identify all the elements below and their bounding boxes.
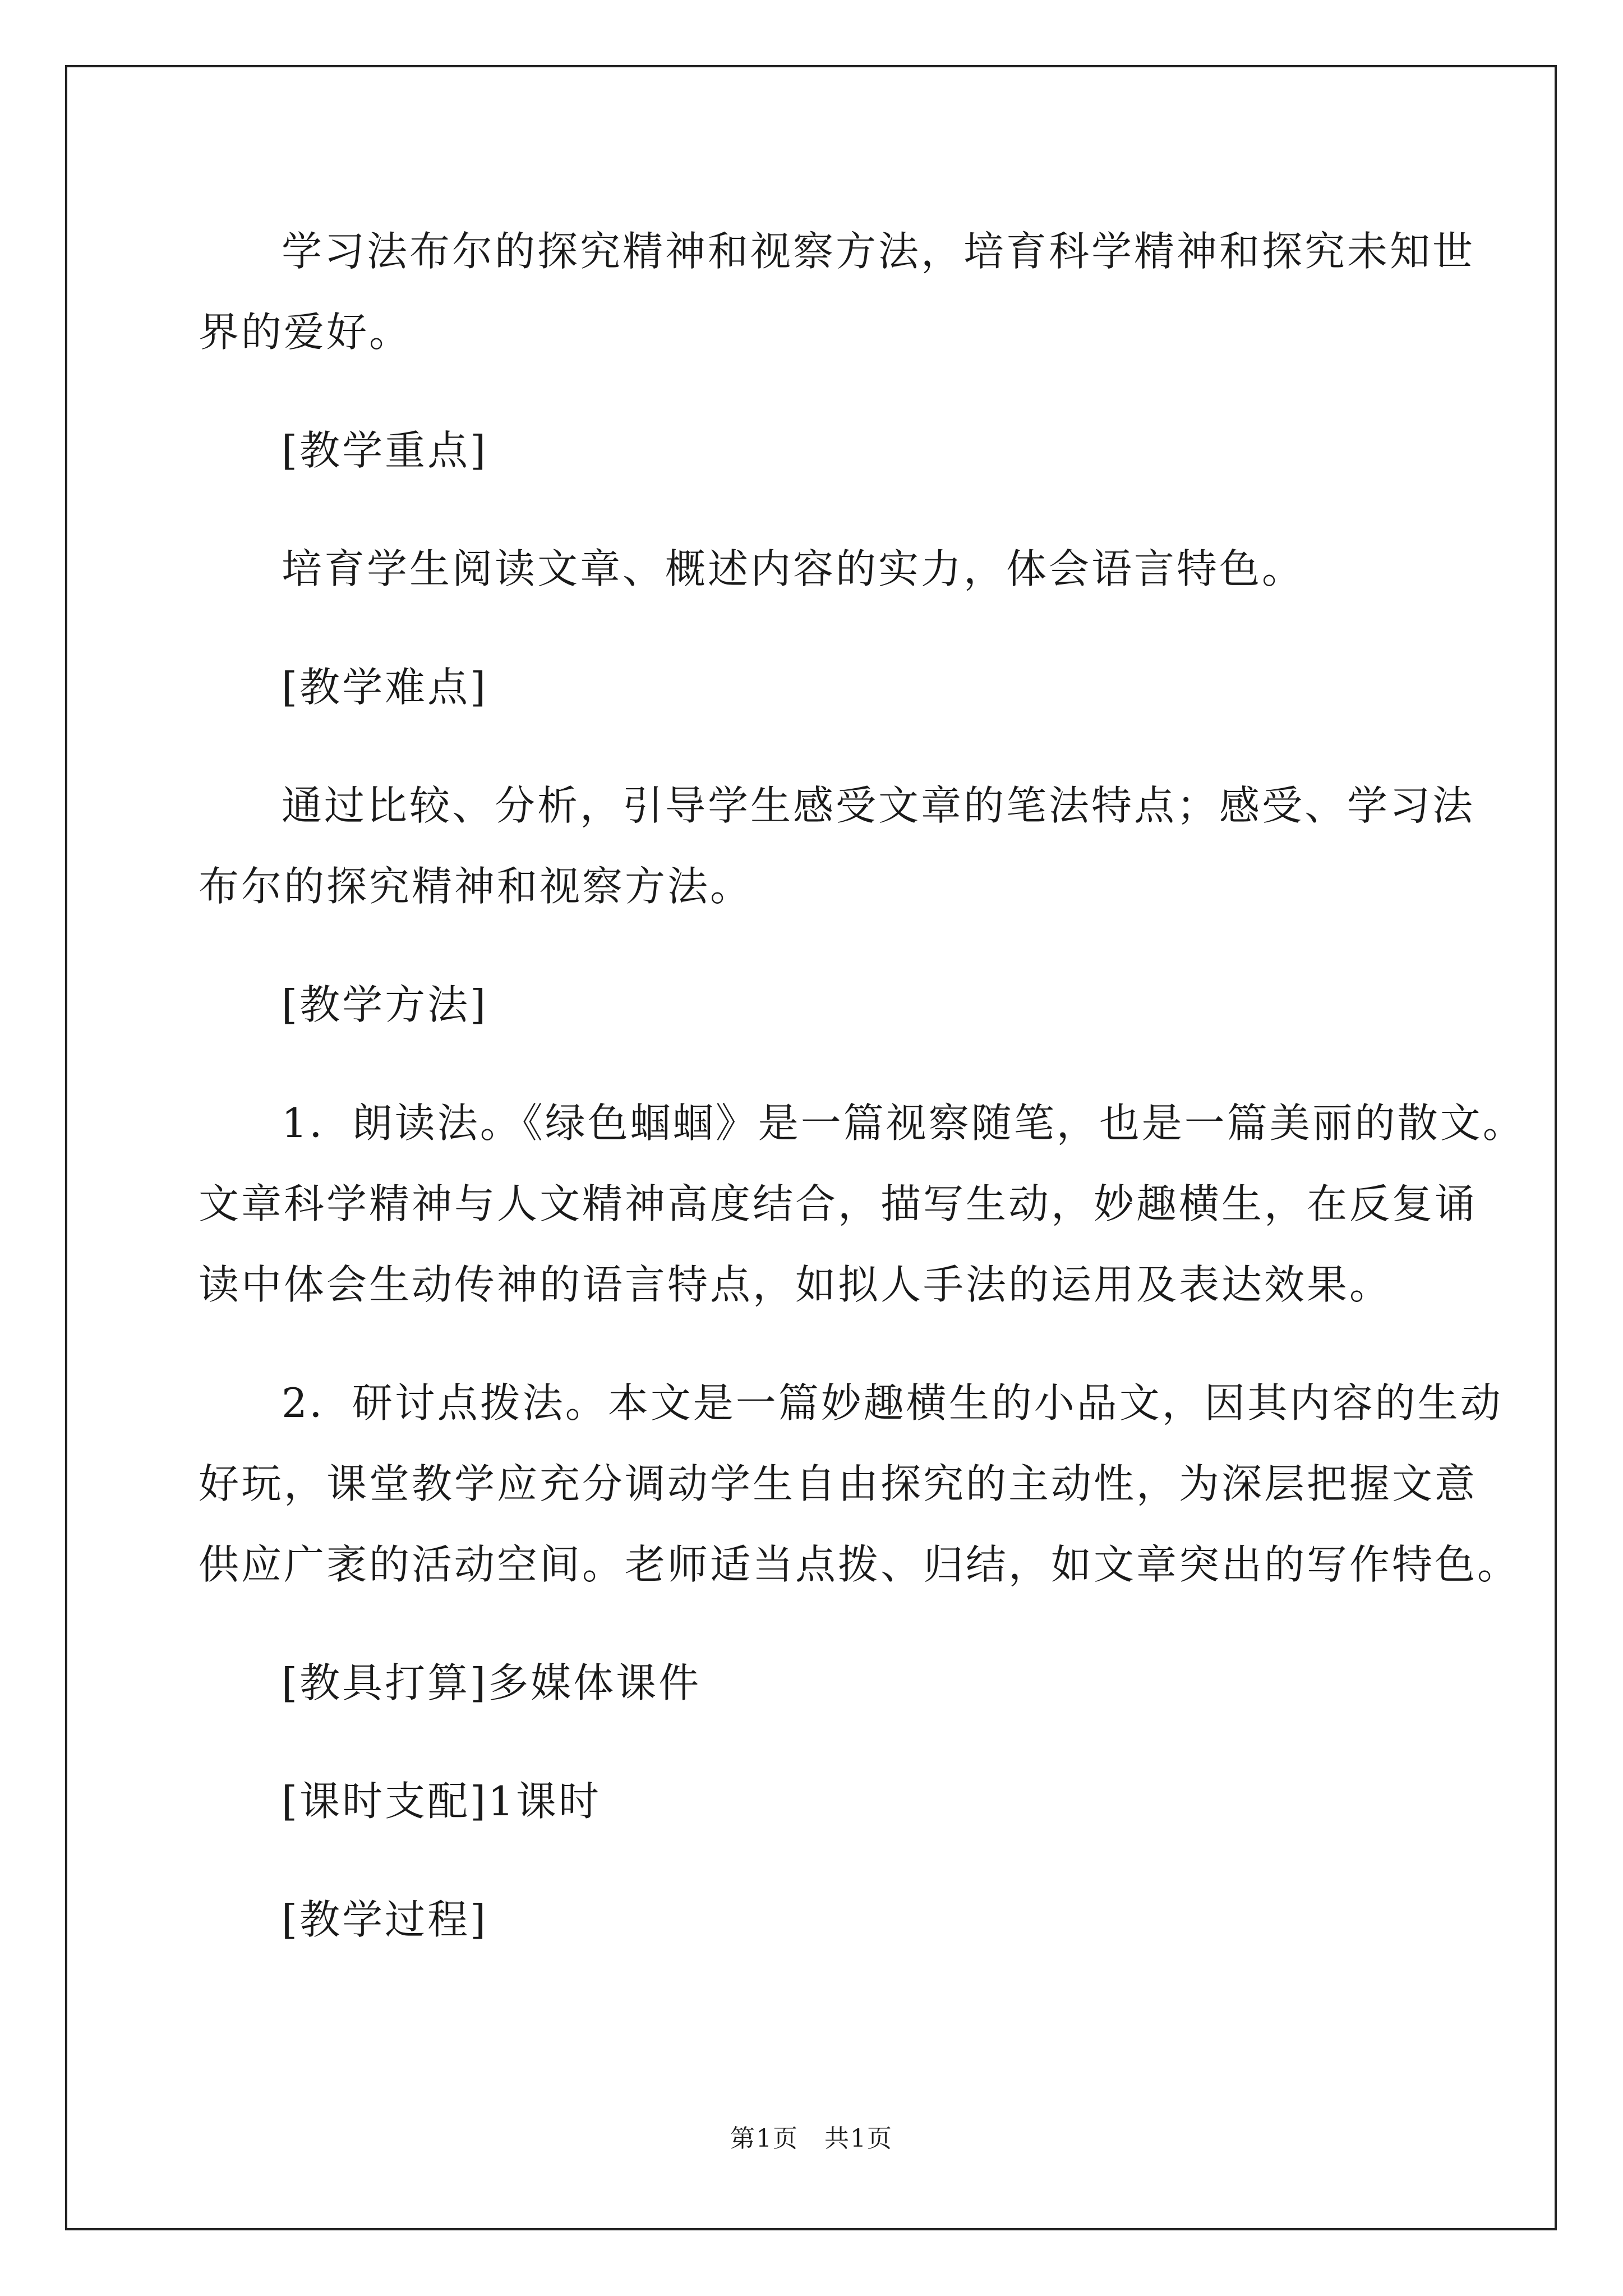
heading-teaching-focus: [教学重点] bbox=[282, 427, 488, 474]
paragraph-objective-line-1: 学习法布尔的探究精神和视察方法，培育科学精神和探究未知世 bbox=[282, 228, 1476, 275]
heading-teaching-difficulty: [教学难点] bbox=[282, 664, 488, 711]
page-footer bbox=[0, 2125, 1623, 2153]
heading-teaching-process: [教学过程] bbox=[282, 1896, 488, 1943]
heading-teaching-method: [教学方法] bbox=[282, 981, 488, 1028]
paragraph-difficulty-line-2: 布尔的探究精神和视察方法。 bbox=[199, 863, 753, 910]
page-total: 共1页 bbox=[824, 2124, 893, 2153]
method-1-line-3: 读中体会生动传神的语言特点，如拟人手法的运用及表达效果。 bbox=[199, 1261, 1393, 1308]
method-1-line-1: 1．朗读法。《绿色蝈蝈》是一篇视察随笔，也是一篇美丽的散文。 bbox=[282, 1099, 1525, 1147]
method-2-line-1: 2．研讨点拨法。本文是一篇妙趣横生的小品文，因其内容的生动 bbox=[282, 1379, 1503, 1427]
method-1-line-2: 文章科学精神与人文精神高度结合，描写生动，妙趣横生，在反复诵 bbox=[199, 1180, 1478, 1227]
page-number: 第1页 bbox=[730, 2124, 799, 2153]
paragraph-objective-line-2: 界的爱好。 bbox=[199, 309, 412, 356]
paragraph-difficulty-line-1: 通过比较、分析，引导学生感受文章的笔法特点；感受、学习法 bbox=[282, 782, 1476, 829]
teaching-aids: [教具打算]多媒体课件 bbox=[282, 1659, 702, 1706]
method-2-line-2: 好玩，课堂教学应充分调动学生自由探究的主动性，为深层把握文意 bbox=[199, 1460, 1478, 1507]
method-2-line-3: 供应广袤的活动空间。老师适当点拨、归结，如文章突出的写作特色。 bbox=[199, 1541, 1520, 1588]
class-hours: [课时支配]1课时 bbox=[282, 1778, 601, 1825]
paragraph-teaching-focus: 培育学生阅读文章、概述内容的实力，体会语言特色。 bbox=[282, 545, 1305, 592]
